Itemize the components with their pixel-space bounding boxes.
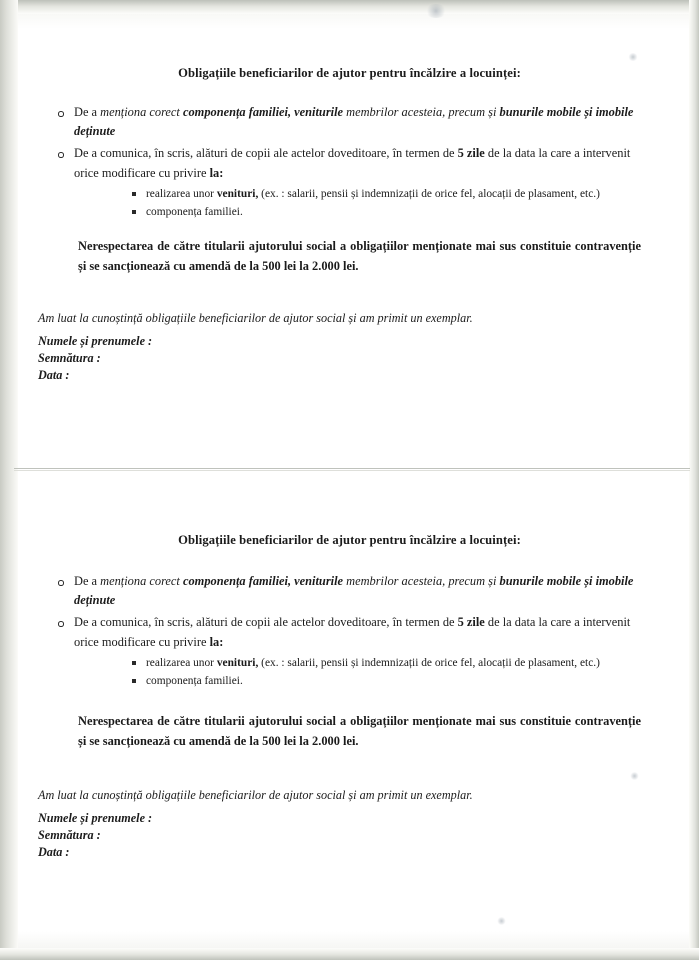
bullet-1-italic-1: menționa corect: [100, 574, 180, 588]
sub-1-bold: venituri,: [216, 187, 259, 200]
list-item: [146, 655, 639, 672]
sub-1-text-after: (ex. : salarii, pensii și indemnizații de orice fel, alocații de plasament, etc.): [261, 656, 600, 669]
list-item: [146, 186, 639, 203]
page-title: Obligațiile beneficiarilor de ajutor pentru încălzire a locuinței:: [178, 66, 521, 80]
bullet-2-bold-1: 5 zile: [457, 615, 485, 630]
obligations-sublist: [74, 186, 639, 221]
field-signature: Semnătura :: [38, 351, 101, 366]
obligations-list: [0, 103, 699, 221]
list-item: [146, 204, 639, 221]
sub-1-text-after: (ex. : salarii, pensii și indemnizații de orice fel, alocații de plasament, etc.): [261, 187, 600, 200]
bullet-1-lead: De a: [74, 105, 98, 119]
acknowledgement-text: Am luat la cunoștință obligațiile beneficiarilor de ajutor social și am primit un exemplar.: [38, 787, 473, 802]
bullet-2-bold-1: 5 zile: [457, 146, 485, 161]
bullet-2-text-mid: de la data la care a intervenit orice modificare cu privire: [74, 146, 631, 180]
sub-1-bold: venituri,: [216, 656, 259, 669]
bullet-1-italic-1: menționa corect: [100, 105, 180, 119]
paper-fold-line: [14, 468, 690, 469]
bullet-2-text-mid: de la data la care a intervenit orice modificare cu privire: [74, 615, 631, 649]
bullet-1-bolditalic-1: componența familiei, veniturile: [182, 105, 344, 119]
field-signature: Semnătura :: [38, 828, 101, 843]
document-copy-top: [0, 66, 699, 385]
sanction-paragraph: Nerespectarea de către titularii ajutorului social a obligațiilor menționate mai sus constituie contravenție și se sancționează cu amendă de la 500 lei la 2.000 lei.: [78, 714, 641, 748]
list-item: [146, 673, 639, 690]
field-name: Numele și prenumele :: [38, 810, 153, 825]
sanction-paragraph: Nerespectarea de către titularii ajutorului social a obligațiilor menționate mai sus constituie contravenție și se sancționează cu amendă de la 500 lei la 2.000 lei.: [78, 239, 641, 273]
bullet-2-bold-2: la:: [209, 165, 224, 180]
field-date: Data :: [38, 845, 70, 860]
scan-artifact-2: [628, 53, 638, 61]
bullet-1-bolditalic-2: bunurile mobile și imobile deținute: [74, 574, 634, 608]
list-item: [74, 572, 639, 610]
obligations-sublist: [74, 655, 639, 690]
sub-1-text-before: realizarea unor: [146, 187, 214, 200]
bullet-1-bolditalic-1: componența familiei, veniturile: [182, 574, 344, 588]
bullet-1-italic-2: membrilor acesteia, precum și: [346, 574, 497, 588]
field-date: Data :: [38, 368, 70, 383]
bullet-2-bold-2: la:: [209, 634, 224, 649]
bullet-1-bolditalic-2: bunurile mobile și imobile deținute: [74, 105, 634, 139]
bullet-1-lead: De a: [74, 574, 98, 588]
paper-fold-line-shadow: [14, 470, 690, 471]
page-title: Obligațiile beneficiarilor de ajutor pentru încălzire a locuinței:: [178, 533, 521, 547]
bullet-2-text-before: De a comunica, în scris, alături de copii ale actelor doveditoare, în termen de: [74, 615, 455, 630]
scan-artifact-4: [497, 917, 506, 925]
bullet-1-italic-2: membrilor acesteia, precum și: [346, 105, 497, 119]
field-name: Numele și prenumele :: [38, 333, 153, 348]
sub-2-text: componența familiei.: [146, 674, 243, 687]
list-item: [74, 144, 639, 221]
bullet-2-text-before: De a comunica, în scris, alături de copii ale actelor doveditoare, în termen de: [74, 146, 455, 161]
list-item: [74, 103, 639, 141]
sub-2-text: componența familiei.: [146, 205, 243, 218]
document-copy-bottom: [0, 533, 699, 862]
sub-1-text-before: realizarea unor: [146, 656, 214, 669]
paper-edge-bottom: [0, 948, 699, 960]
acknowledgement-text: Am luat la cunoștință obligațiile beneficiarilor de ajutor social și am primit un exemplar.: [38, 310, 473, 325]
list-item: [74, 613, 639, 690]
paper-edge-top: [0, 0, 699, 14]
obligations-list: [0, 572, 699, 690]
